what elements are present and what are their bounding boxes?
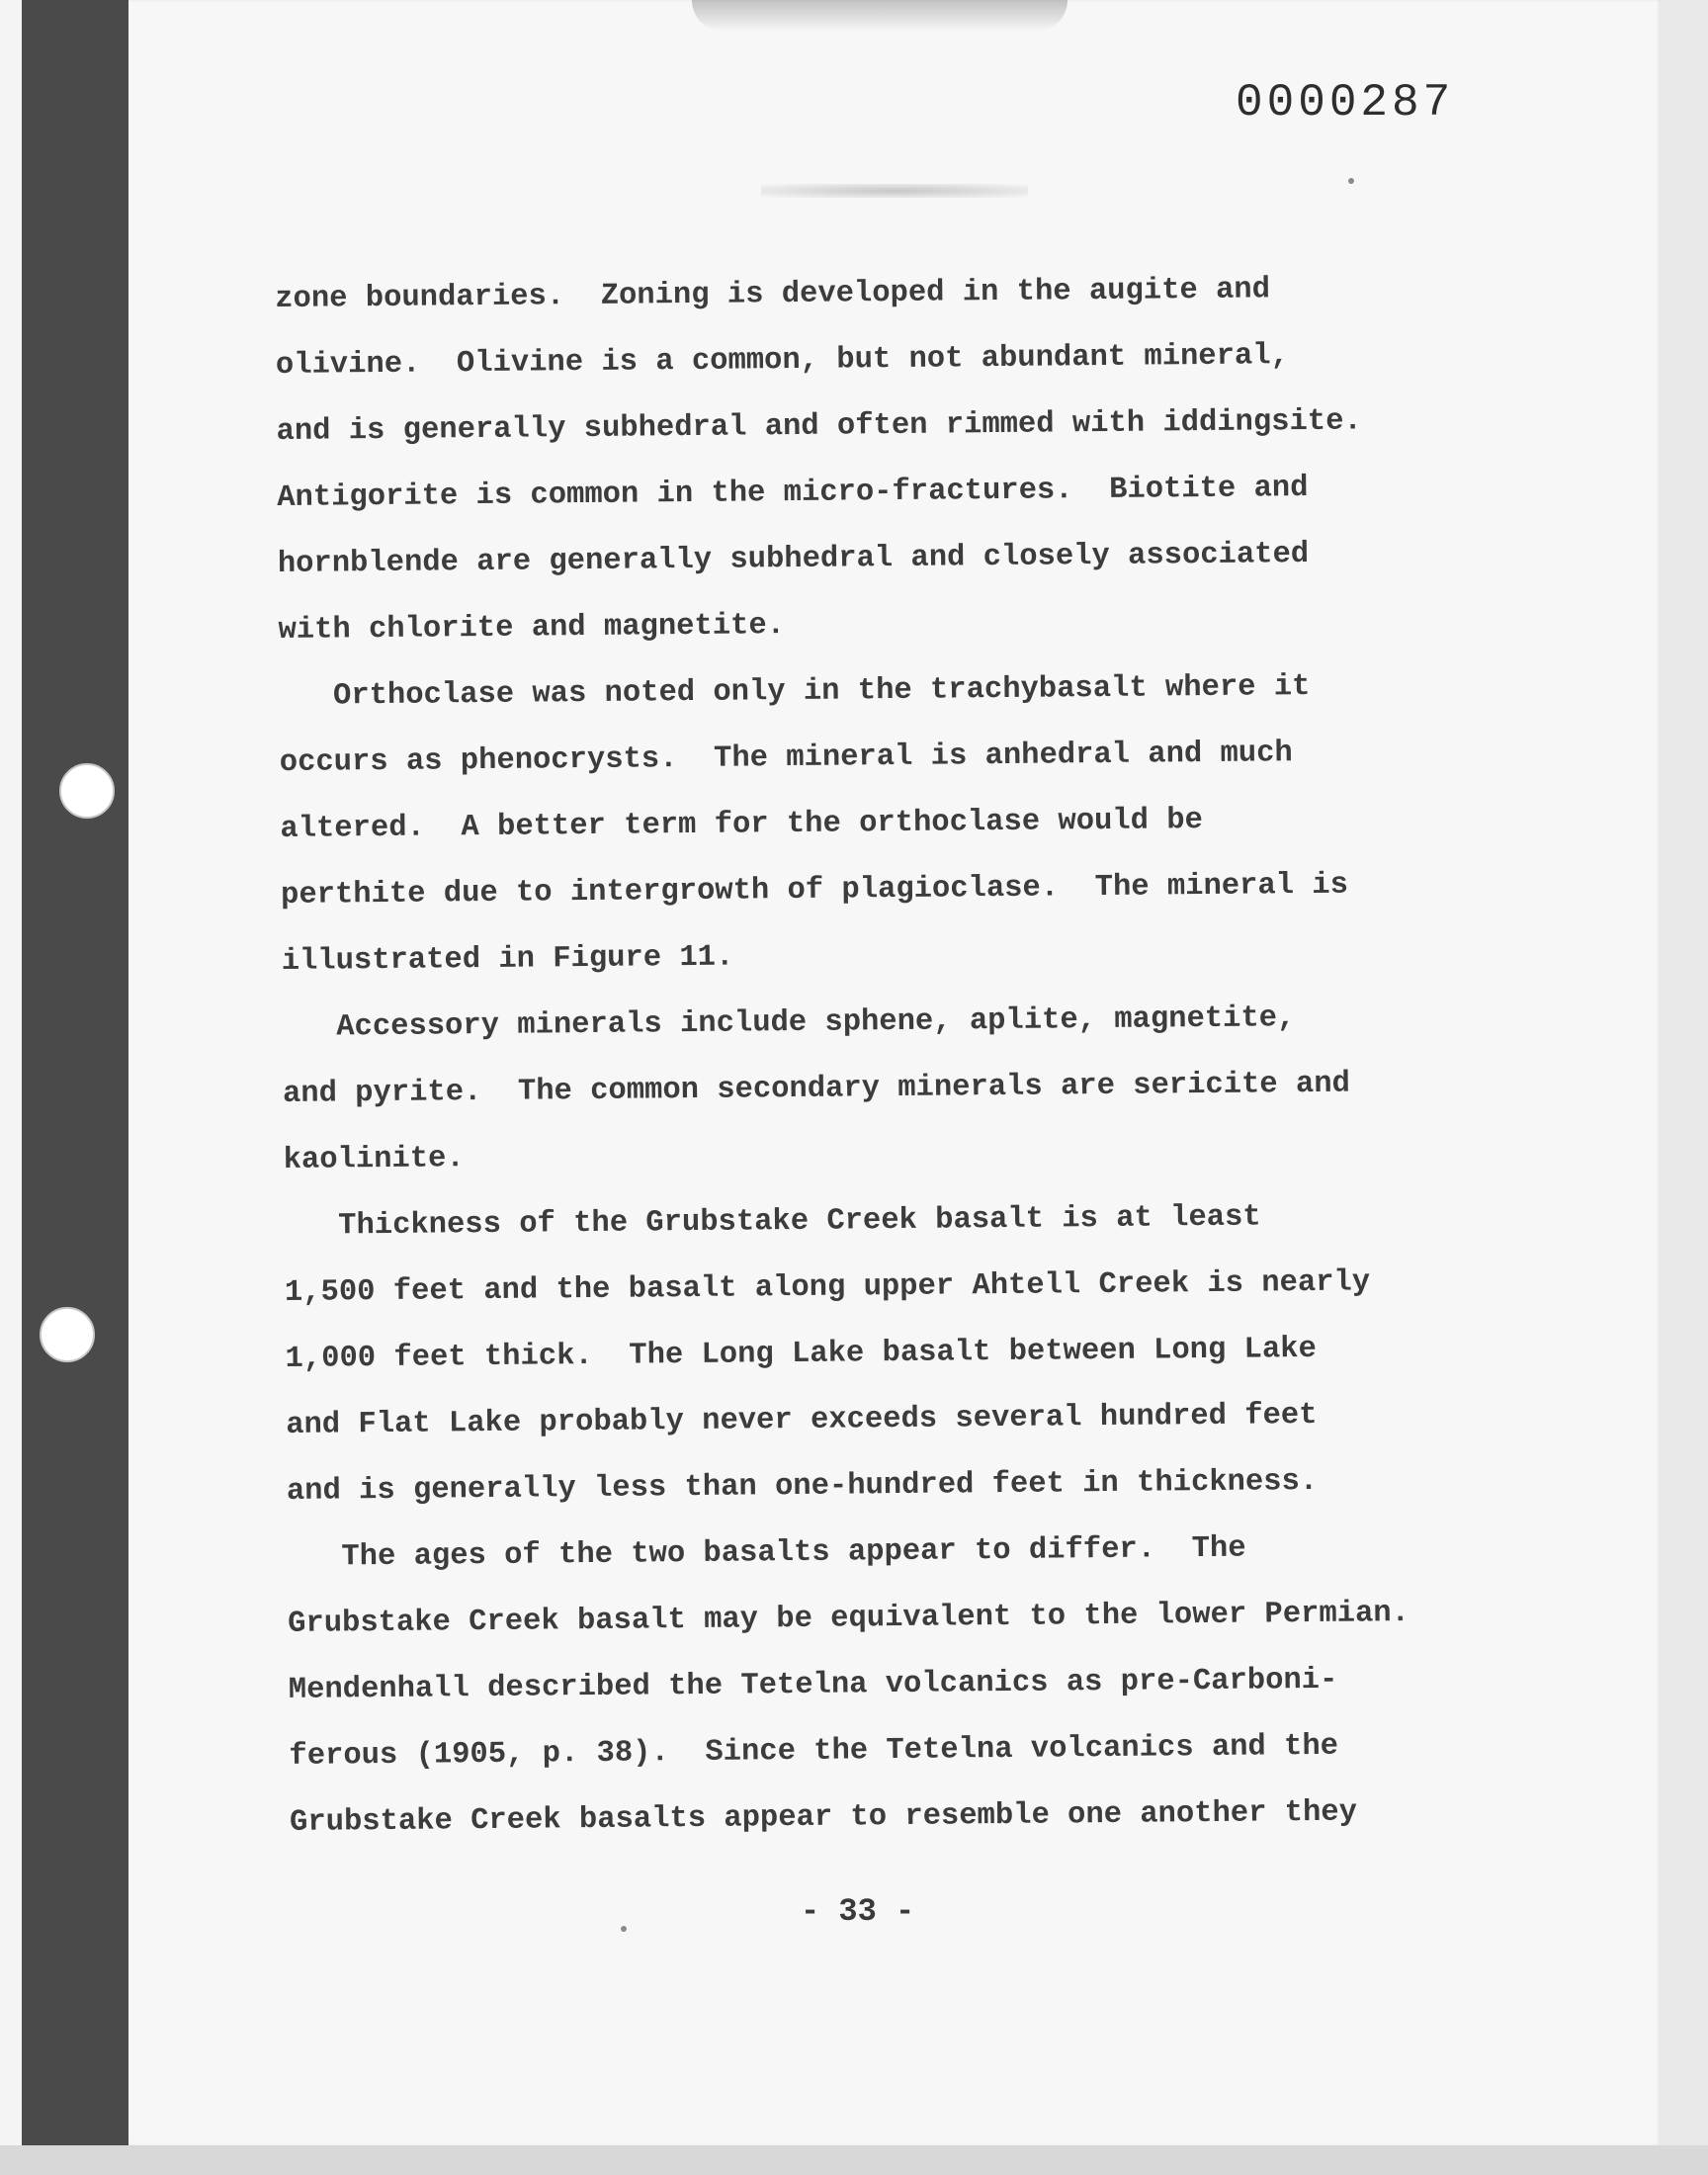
text-line: 1,500 feet and the basalt along upper Ahtell Creek is nearly xyxy=(284,1265,1371,1310)
text-line: 1,000 feet thick. The Long Lake basalt between Long Lake xyxy=(285,1332,1318,1376)
text-line: Thickness of the Grubstake Creek basalt is at least xyxy=(284,1200,1261,1244)
page-number: - 33 - xyxy=(801,1893,915,1930)
text-line: with chlorite and magnetite. xyxy=(278,609,786,648)
document-number: 0000287 xyxy=(1236,77,1455,129)
text-line: altered. A better term for the orthoclase would be xyxy=(280,804,1204,846)
binding-strip xyxy=(22,0,128,2175)
text-line: ferous (1905, p. 38). Since the Tetelna volcanics and the xyxy=(289,1729,1339,1774)
body-text xyxy=(275,255,1575,1857)
text-line: and Flat Lake probably never exceeds several hundred feet xyxy=(286,1398,1318,1442)
text-line: zone boundaries. Zoning is developed in the augite and xyxy=(275,273,1271,316)
text-line: olivine. Olivine is a common, but not abundant mineral, xyxy=(275,339,1290,383)
text-line: The ages of the two basalts appear to differ. The xyxy=(287,1531,1246,1575)
scan-left-margin xyxy=(0,0,22,2175)
text-line: and pyrite. The common secondary minerals are sericite and xyxy=(282,1067,1351,1111)
text-line: and is generally subhedral and often rimmed with iddingsite. xyxy=(276,404,1362,449)
scan-smudge-middle xyxy=(761,184,1028,198)
text-line: Antigorite is common in the micro-fractures. Biotite and xyxy=(277,471,1309,515)
text-line: Accessory minerals include sphene, aplite, magnetite, xyxy=(282,1001,1296,1045)
text-line: Grubstake Creek basalt may be equivalent to the lower Permian. xyxy=(288,1597,1410,1641)
text-line: occurs as phenocrysts. The mineral is anhedral and much xyxy=(279,737,1293,780)
punch-hole-lower xyxy=(40,1307,95,1362)
text-line: Grubstake Creek basalts appear to resemble one another they xyxy=(289,1795,1358,1840)
text-line: and is generally less than one-hundred feet in thickness. xyxy=(286,1464,1319,1509)
text-line: kaolinite. xyxy=(283,1142,465,1177)
scan-speck xyxy=(621,1926,627,1932)
scan-bottom-edge xyxy=(0,2145,1708,2175)
text-line: Orthoclase was noted only in the trachybasalt where it xyxy=(279,669,1311,714)
text-line: perthite due to intergrowth of plagioclase. The mineral is xyxy=(280,868,1349,913)
punch-hole-upper xyxy=(59,763,115,819)
text-line: hornblende are generally subhedral and closely associated xyxy=(277,537,1310,581)
scan-speck xyxy=(1348,178,1354,184)
text-line: Mendenhall described the Tetelna volcanics as pre-Carboni- xyxy=(288,1663,1338,1707)
scan-smudge-top xyxy=(692,0,1068,32)
text-line: illustrated in Figure 11. xyxy=(281,940,734,979)
